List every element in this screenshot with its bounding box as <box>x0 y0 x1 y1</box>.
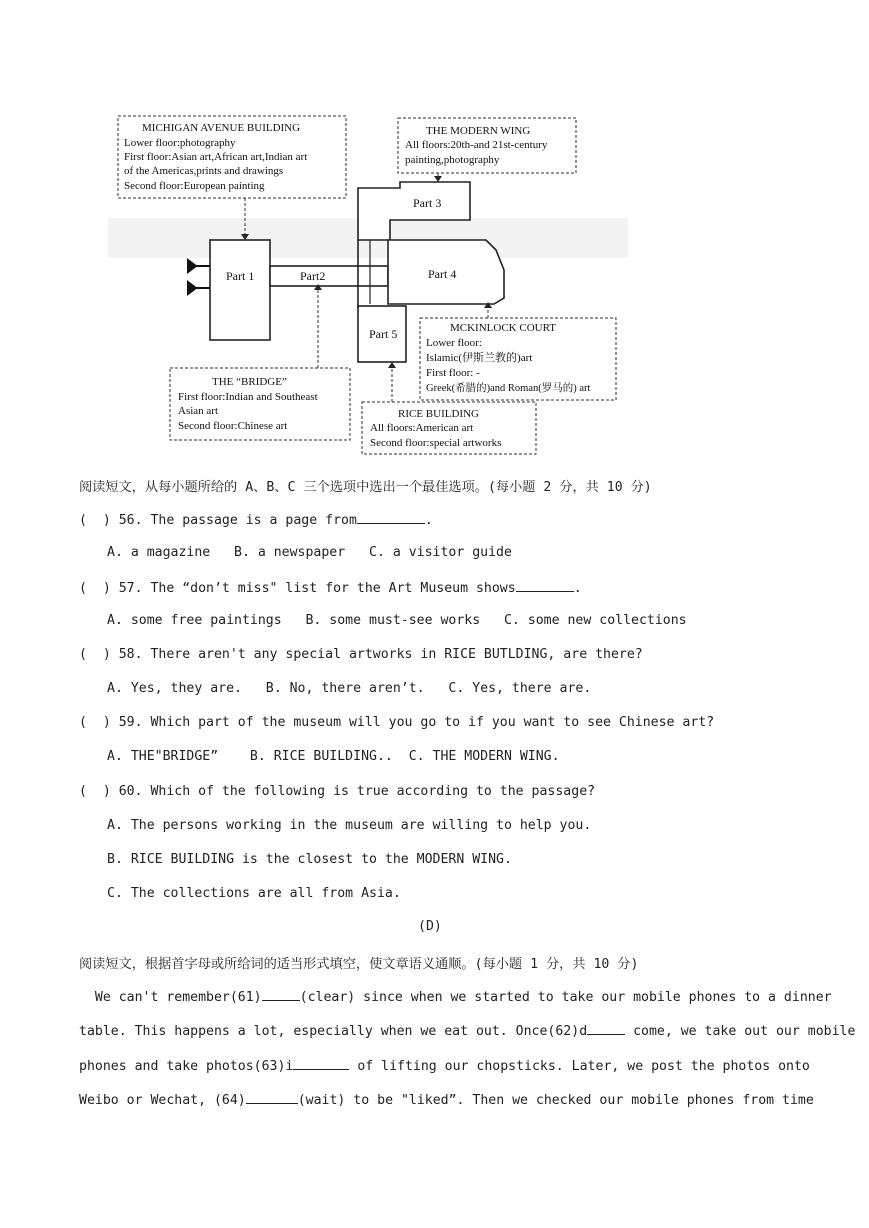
michigan-line-2: First floor:Asian art,African art,Indian art <box>124 151 308 163</box>
passage-line-4 <box>79 1091 814 1108</box>
option-60-a: A. The persons working in the museum are willing to help you. <box>107 818 592 833</box>
michigan-line-4: Second floor:European painting <box>124 180 265 192</box>
mckinlock-title: MCKINLOCK COURT <box>450 322 556 334</box>
question-60: ( ) 60. Which of the following is true according to the passage? <box>79 784 596 799</box>
option-60-c: C. The collections are all from Asia. <box>107 886 401 901</box>
question-56 <box>79 511 433 528</box>
part4-label: Part 4 <box>428 267 457 281</box>
modern-line-1: All floors:20th-and 21st-century <box>405 139 548 151</box>
part1-label: Part 1 <box>226 269 255 283</box>
options-57: A. some free paintings B. some must-see works C. some new collections <box>107 613 687 628</box>
rice-line-2: Second floor:special artworks <box>370 437 502 449</box>
passage-l3-b: of lifting our chopsticks. Later, we post the photos onto <box>349 1059 810 1074</box>
question-56-stem: ( ) 56. The passage is a page from <box>79 513 357 528</box>
mckinlock-line-1: Lower floor: <box>426 337 482 349</box>
blank-64[interactable] <box>246 1091 298 1104</box>
instructions-d: 阅读短文，根据首字母或所给词的适当形式填空，使文章语义通顺。(每小题 1 分，共 10 分) <box>79 957 639 972</box>
question-57 <box>79 579 582 596</box>
passage-l4-a: Weibo or Wechat, (64) <box>79 1093 246 1108</box>
part2-label: Part2 <box>300 269 326 283</box>
part1-building <box>210 240 270 340</box>
section-d-heading: (D) <box>418 919 442 934</box>
question-57-end: . <box>573 581 582 596</box>
question-59: ( ) 59. Which part of the museum will you go to if you want to see Chinese art? <box>79 715 715 730</box>
blank-63[interactable] <box>293 1057 349 1070</box>
mckinlock-line-4: Greek(希腊的)and Roman(罗马的) art <box>426 383 591 394</box>
blank-62[interactable] <box>587 1022 625 1035</box>
michigan-line-3: of the Americas,prints and drawings <box>124 165 284 177</box>
answer-blank-56[interactable] <box>357 511 425 524</box>
options-56: A. a magazine B. a newspaper C. a visitor guide <box>107 545 512 560</box>
bridge-line-3: Second floor:Chinese art <box>178 420 288 432</box>
passage-l1-b: (clear) since when we started to take our mobile phones to a dinner <box>299 990 832 1005</box>
rice-line-1: All floors:American art <box>370 422 474 434</box>
passage-line-2 <box>79 1022 855 1039</box>
mckinlock-line-2: Islamic(伊斯兰教的)art <box>426 352 533 364</box>
passage-l4-b: (wait) to be "liked”. Then we checked our mobile phones from time <box>297 1093 814 1108</box>
modern-line-2: painting,photography <box>405 154 500 166</box>
passage-l3-a: phones and take photos(63)i <box>79 1059 294 1074</box>
question-57-stem: ( ) 57. The “don’t miss" list for the Art Museum shows <box>79 581 516 596</box>
passage-l1-a: We can't remember(61) <box>79 990 262 1005</box>
answer-blank-57[interactable] <box>516 579 574 592</box>
michigan-title: MICHIGAN AVENUE BUILDING <box>142 122 301 134</box>
modern-title: THE MODERN WING <box>426 125 531 137</box>
options-58: A. Yes, they are. B. No, there aren’t. C. Yes, there are. <box>107 681 592 696</box>
rice-title: RICE BUILDING <box>398 408 479 420</box>
options-59: A. THE"BRIDGE” B. RICE BUILDING.. C. THE MODERN WING. <box>107 749 560 764</box>
passage-l2-a: table. This happens a lot, especially when we eat out. Once(62)d <box>79 1024 588 1039</box>
blank-61[interactable] <box>262 988 300 1001</box>
museum-map <box>108 108 628 458</box>
part5-label: Part 5 <box>369 327 398 341</box>
bridge-line-1: First floor:Indian and Southeast <box>178 391 318 403</box>
option-60-b: B. RICE BUILDING is the closest to the MODERN WING. <box>107 852 512 867</box>
michigan-line-1: Lower floor:photography <box>124 137 236 149</box>
bridge-title: THE “BRIDGE” <box>212 376 287 388</box>
part3-label: Part 3 <box>413 196 442 210</box>
instructions-c: 阅读短文，从每小题所给的 A、B、C 三个选项中选出一个最佳选项。(每小题 2 分，共 10 分) <box>79 480 652 495</box>
mckinlock-line-3: First floor: - <box>426 367 480 379</box>
passage-l2-b: come, we take out our mobile <box>625 1024 856 1039</box>
bridge-line-2: Asian art <box>178 405 219 417</box>
question-58: ( ) 58. There aren't any special artworks in RICE BUTLDING, are there? <box>79 647 643 662</box>
question-56-end: . <box>424 513 433 528</box>
entrance-arrows <box>188 260 210 294</box>
passage-line-3 <box>79 1057 810 1074</box>
passage-line-1 <box>79 988 832 1005</box>
